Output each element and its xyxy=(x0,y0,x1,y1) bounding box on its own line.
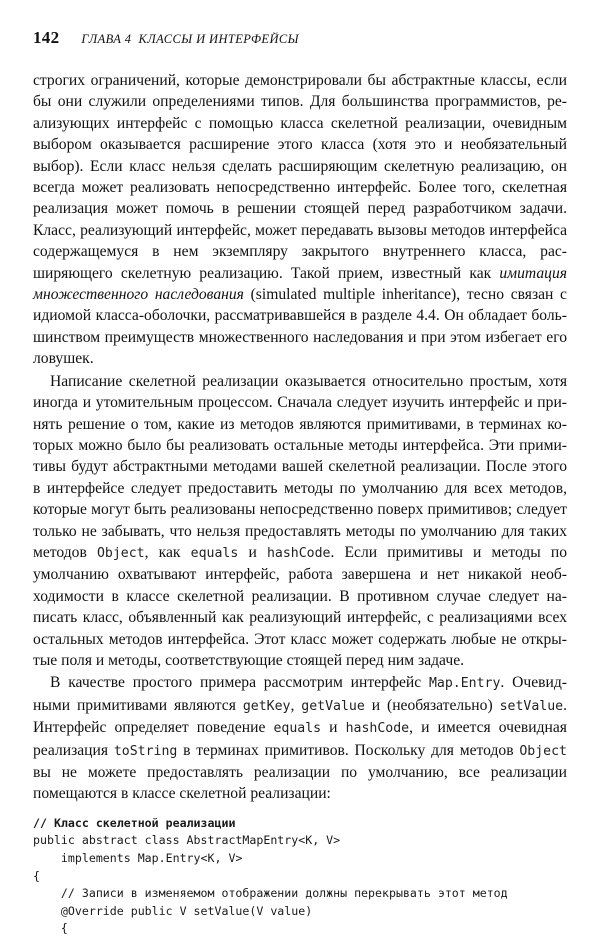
code-line: implements Map.Entry<K, V> xyxy=(33,851,243,865)
inline-code: setValue xyxy=(499,698,564,714)
text-run: . Интерфейс определяет поведение xyxy=(33,696,567,737)
inline-code: hashCode xyxy=(345,721,410,737)
text-run: и xyxy=(321,719,346,737)
inline-code: getValue xyxy=(301,698,365,714)
text-run: В качестве простого примера рассмотрим интерфейс xyxy=(50,674,429,692)
inline-code: Object xyxy=(519,743,567,759)
running-header xyxy=(33,28,567,48)
code-line: // Записи в изменяемом отображении должны перекрывать этот метод xyxy=(33,886,508,901)
inline-code: hashCode xyxy=(266,545,331,561)
text-run: и (необязательно) xyxy=(364,696,500,714)
code-listing xyxy=(33,815,567,938)
page-number: 142 xyxy=(33,28,60,47)
text-run: Написание скелетной реализации оказывается относительно простым, хотя иногда и утомительным процессом. Сначала следует изучить интерфейс и принять решение о том, какие из методов являются примитивами, в терминах которых можно было бы реализовать остальные методы интерфейса. Эти примитивы будут абстрактными методами вашей скелетной реализации. После этого в интерфейсе следует предоставить методы по умолчанию для всех методов, которые могут быть реализованы непосредственно поверх примитивов; следует только не забывать, что нельзя предоставлять методы по умолчанию для таких методов xyxy=(33,372,567,561)
chapter-label: ГЛАВА 4 xyxy=(81,32,132,46)
text-run: , и имеется очевидная реализация xyxy=(33,719,567,759)
paragraph-2 xyxy=(33,371,567,672)
chapter-heading xyxy=(81,32,299,47)
code-line: { xyxy=(33,868,40,883)
inline-code: getKey xyxy=(242,698,291,714)
text-run: . Если примитивы и методы по умолчанию охватывают интерфейс, работа завершена и нет никакой необходимости в классе скелетной реализации. В противном случае следует написать класс, объявленный как реализующий интерфейс, с реализациями всех остальных методов интерфейса. Этот класс может содержать любые не открытые поля и методы, соответствующие стоящей перед ним задаче. xyxy=(33,543,567,669)
book-page xyxy=(33,28,567,938)
code-line: // Класс скелетной реализации xyxy=(33,815,236,830)
code-line: @Override public V setValue(V value) xyxy=(33,903,313,918)
inline-code: equals xyxy=(190,545,239,561)
inline-code: Map.Entry xyxy=(428,676,501,692)
paragraph-3 xyxy=(33,672,567,804)
inline-code: equals xyxy=(273,721,322,737)
text-run: , xyxy=(290,696,302,714)
text-run: в терминах примитивов. Поскольку для методов xyxy=(177,741,520,759)
emphasized-term: имитация множественного наследования xyxy=(33,264,567,304)
text-run: и xyxy=(238,543,267,561)
text-run: , как xyxy=(144,543,191,561)
code-line: public abstract class AbstractMapEntry<K, V> xyxy=(33,833,341,848)
inline-code: toString xyxy=(113,743,178,759)
paragraph-1 xyxy=(33,70,567,370)
text-run: (simulated multiple inheritance), тесно связан с идиомой класса-оболочки, рассматривавшейся в разделе 4.4. Он обладает большинством преимуществ множественного наследования и при этом избегает его ловушек. xyxy=(33,286,567,368)
code-line: { xyxy=(33,921,68,936)
chapter-title: КЛАССЫ И ИНТЕРФЕЙСЫ xyxy=(138,32,299,46)
text-run: вы не можете предоставлять реализации по умолчанию, все реализации помещаются в классе скелетной реализации: xyxy=(33,764,567,803)
text-run: . Очевидными примитивами являются xyxy=(33,674,567,714)
text-run: строгих ограничений, которые демонстрировали бы абстрактные классы, если бы они служили определениями типов. Для большинства программистов, реализующих интерфейс с помощью класса скелетной реализации, очевидным выбором оказывается расширение этого класса (хотя это и необязательный выбор). Если класс нельзя сделать расширяющим скелетную реализацию, он всегда может реализовать непосредственно интерфейс. Более того, скелетная реализация может помочь в решении стоящей перед разработчиком задачи. Класс, реализующий интерфейс, может передавать вызовы методов интерфейса содержащемуся в нем экземпляру закрытого внутреннего класса, расширяющего скелетную реализацию. Такой прием, известный как xyxy=(33,72,567,282)
inline-code: Object xyxy=(96,545,145,561)
